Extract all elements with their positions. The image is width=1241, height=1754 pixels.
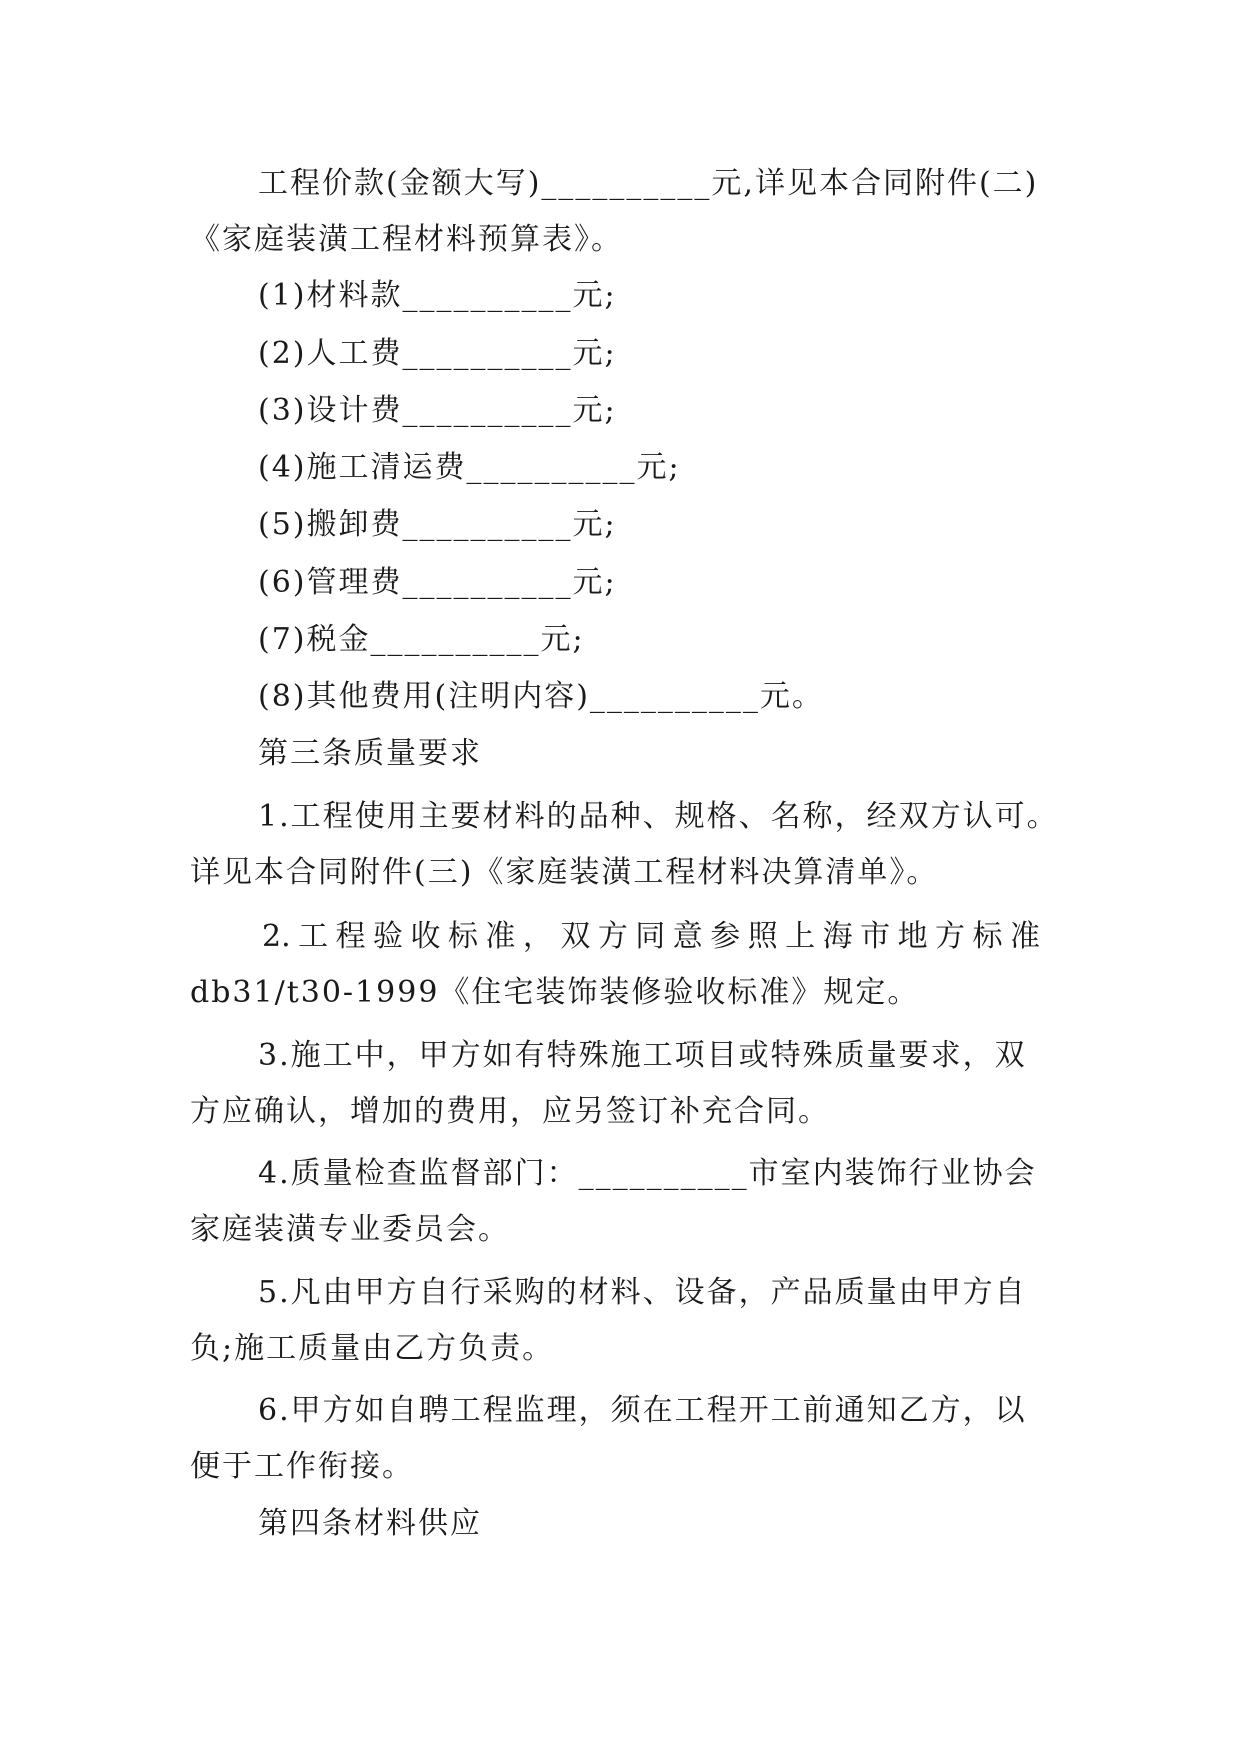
q4-line-1: 4.质量检查监督部门：__________市室内装饰行业协会 [258, 1156, 1037, 1191]
article-4-title: 第四条材料供应 [258, 1506, 482, 1541]
item-6: (6)管理费__________元; [258, 565, 617, 600]
item-5: (5)搬卸费__________元; [258, 507, 617, 542]
q1-line-1: 1.工程使用主要材料的品种、规格、名称，经双方认可。 [258, 799, 1059, 834]
q2-line-2: db31/t30-1999《住宅装饰装修验收标准》规定。 [190, 975, 920, 1010]
q6-line-2: 便于工作衔接。 [190, 1449, 414, 1484]
q1-line-2: 详见本合同附件(三)《家庭装潢工程材料决算清单》。 [190, 855, 939, 890]
item-8: (8)其他费用(注明内容)__________元。 [258, 679, 824, 714]
article-3-title: 第三条质量要求 [258, 736, 482, 771]
q6-line-1: 6.甲方如自聘工程监理，须在工程开工前通知乙方，以 [258, 1393, 1027, 1428]
item-2: (2)人工费__________元; [258, 336, 617, 371]
q4-line-2: 家庭装潢专业委员会。 [190, 1212, 510, 1247]
q3-line-1: 3.施工中，甲方如有特殊施工项目或特殊质量要求，双 [258, 1038, 1027, 1073]
q5-line-1: 5.凡由甲方自行采购的材料、设备，产品质量由甲方自 [258, 1275, 1027, 1310]
price-line-2: 《家庭装潢工程材料预算表》。 [190, 222, 623, 257]
q5-line-2: 负;施工质量由乙方负责。 [190, 1331, 555, 1366]
item-7: (7)税金__________元; [258, 622, 585, 657]
q2-line-1: 2.工程验收标准，双方同意参照上海市地方标准 [262, 919, 1040, 954]
q3-line-2: 方应确认，增加的费用，应另签订补充合同。 [190, 1094, 830, 1129]
item-1: (1)材料款__________元; [258, 278, 617, 313]
item-3: (3)设计费__________元; [258, 393, 617, 428]
price-line-1: 工程价款(金额大写)__________元,详见本合同附件(二) [258, 166, 1039, 201]
item-4: (4)施工清运费__________元; [258, 450, 681, 485]
